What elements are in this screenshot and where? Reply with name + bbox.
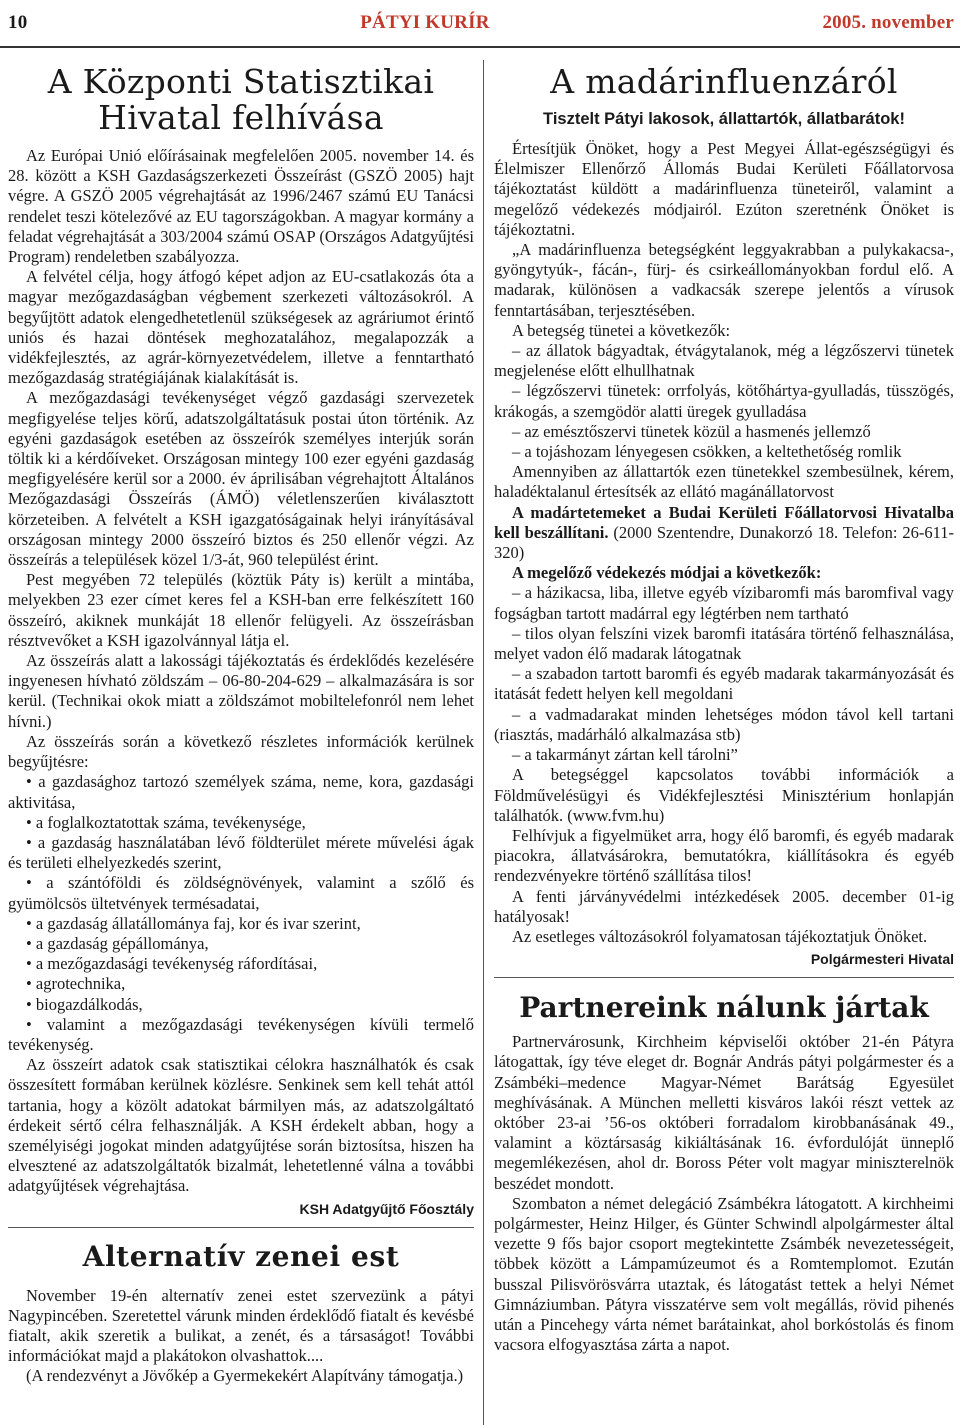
symptom-item: – az állatok bágyadtak, étvágytalanok, még a légzőszervi tünetek megjelenése előtt elhullhatnak (494, 341, 954, 381)
symptom-item: – a tojáshozam lényegesen csökken, a keltethetőség romlik (512, 442, 902, 462)
bird-flu-closing-paragraph: Az esetleges változásokról folyamatosan tájékoztatjuk Önöket. (512, 926, 928, 946)
ksh-bullet-item: • biogazdálkodás, (8, 995, 474, 1015)
ksh-closing-paragraph: Az összeírt adatok csak statisztikai célokra használhatók és csak összesített formában kerülnek közlésre. Senkinek sem kell tehát attól tartania, hogy a közölt adatokat bármilyen más, az adatszolgáltató érdekeit sértő célra felhasználják. A KSH érdekelt abban, hogy a személyiségi jogokat minden adatgyűjtése során biztosítsa, hiszen ha elvesztené az adatszolgáltatók bizalmát, lehetetlenné válna a további adatgyűjtések végrehajtása. (8, 1055, 474, 1196)
page-number: 10 (8, 12, 28, 33)
article-separator (494, 977, 954, 978)
concert-paragraph: (A rendezvényt a Jövőkép a Gyermekekért Alapítvány támogatja.) (26, 1366, 464, 1386)
bird-flu-paragraph: A betegség tünetei a következők: (512, 320, 731, 340)
bird-flu-salutation: Tisztelt Pátyi lakosok, állattartók, állatbarátok! (543, 110, 905, 128)
partners-paragraph: Partnervárosunk, Kirchheim képviselői október 21-én Pátyra látogattak, így téve eleget dr. Bognár András pátyi polgármester és a Zsámbéki–medence Magyar-Német Barátság Egyesület meghívásának. A München melletti kisváros lakói részt vettek az október 23-ai ’56-os októberi forradalom kirobbanásának 49., valamint a köztársaság kikiáltásának 16. évfordulóját ünneplő megemlékezésen, ahol dr. Boross Péter volt magyar miniszterelnök beszédet mondott. (494, 1032, 954, 1193)
ksh-bullet-item: • a gazdasághoz tartozó személyek száma, neme, kora, gazdasági aktivitása, (8, 772, 474, 812)
carcass-transport-paragraph (494, 503, 954, 564)
prevention-heading-text: A megelőző védekezés módjai a következők: (512, 563, 822, 583)
ksh-paragraph: Az összeírás során a következő részletes információk kerülnek begyűjtésre: (8, 731, 474, 772)
page-header (8, 0, 954, 46)
ksh-paragraph: Pest megyében 72 település (köztük Páty is) került a mintába, melyekben 23 ezer címet keres fel a KSH-ban erre felkészített 160 összeíró, akiknek munkáját 18 ellenőr felügyeli. Az összeírásban résztvevőket a KSH igazolvánnyal látja el. (8, 570, 474, 650)
bird-flu-paragraph: „A madárinfluenza betegségként leggyakrabban a pulykakacsa-, gyöngytyúk-, fácán-, fürj- és csirkeállományokban fordul elő. A madarak, különösen a vadkacsák szerepe jelentős a vírusok fenntartásában, terjesztésében. (494, 240, 954, 320)
bird-flu-closing-paragraph: A betegséggel kapcsolatos további információk a Földművelésügyi és Vidékfejlesztési Minisztérium honlapján találhatók. (www.fvm.hu) (494, 765, 954, 825)
left-column (8, 58, 474, 1387)
ksh-paragraph: Az összeírás alatt a lakossági tájékoztatás és érdeklődés kezelésére ingyenesen hívható zöldszám – 06-80-204-629 – alkalmazására is sor kerül. (Technikai okok miatt a zöldszámot mobiltelefonról nem lehet hívni.) (8, 651, 474, 731)
carcass-transport-bold: A madártetemeket a Budai Kerületi Főállatorvosi Hivatalba kell beszállítani. (494, 502, 954, 542)
right-column (494, 58, 954, 1355)
publication-name: PÁTYI KURÍR (360, 12, 490, 33)
ksh-bullet-item: • a gazdaság állatállománya faj, kor és ivar szerint, (8, 914, 474, 934)
ksh-bullet-item: • a mezőgazdasági tevékenység ráfordításai, (8, 954, 474, 974)
ksh-article-title: A Központi Statisztikai Hivatal felhívása (47, 62, 435, 137)
prevention-heading (494, 563, 954, 583)
partners-article-title: Partnereink nálunk jártak (519, 991, 929, 1025)
prevention-item: – a takarmányt zártan kell tárolni” (512, 745, 738, 765)
header-rule (0, 46, 960, 48)
ksh-paragraph: Az Európai Unió előírásainak megfelelően 2005. november 14. és 28. között a KSH Gazdaságszerkezeti Összeírást (GSZÖ 2005) hajt végre. A GSZÖ 2005 végrehajtását az 1996/2467 számú EU Tanácsi rendelet teszi kötelezővé az EU tagországokban. A magyar kormány a feladat végrehajtását a 303/2004 számú OSAP (Országos Adatgyűjtési Program) rendeletben szabályozza. (8, 146, 474, 267)
article-separator (8, 1227, 474, 1228)
bird-flu-closing-paragraph: Felhívjuk a figyelmüket arra, hogy élő baromfi, és egyéb madarak piacokra, állatvásárokra, bemutatókra, kiállításokra és egyéb rendezvényekre történő szállítása tilos! (494, 825, 954, 886)
symptom-item: – légzőszervi tünetek: orrfolyás, kötőhártya-gyulladás, tüsszögés, krákogás, a szemgödör alatti üregek gyulladása (494, 381, 954, 421)
bird-flu-closing-paragraph: A fenti járványvédelmi intézkedések 2005. december 01-ig hatályosak! (494, 886, 954, 926)
concert-paragraph: November 19-én alternatív zenei estet szervezünk a pátyi Nagypincében. Szeretettel várunk minden érdeklődő fiatalt és kevésbé fiatalt, akik szeretik a bulikat, a zenét, és a társaságot! További információkat majd a plakátokon olvashattok.... (8, 1285, 474, 1366)
carcass-transport-address: (2000 Szentendre, Dunakorzó 18. Telefon: 26-611-320) (494, 522, 954, 563)
symptom-item: – az emésztőszervi tünetek közül a hasmenés jellemző (512, 421, 871, 441)
ksh-bullet-item: • a gazdaság használatában lévő földterület mérete művelési ágak és területi elhelyezkedés szerint, (8, 833, 474, 873)
bird-flu-signature: Polgármesteri Hivatal (810, 951, 954, 968)
ksh-bullet-item: • agrotechnika, (8, 974, 474, 994)
prevention-item: – a vadmadarakat minden lehetséges módon távol kell tartani (riasztás, madárháló alkalmazása stb) (494, 704, 954, 744)
ksh-bullet-item: • valamint a mezőgazdasági tevékenységen kívüli termelő tevékenység. (8, 1015, 474, 1055)
prevention-item: – tilos olyan felszíni vizek baromfi itatására történő felhasználása, melyet vadon élő madarak látogatnak (494, 623, 954, 664)
ksh-bullet-item: • a gazdaság gépállománya, (8, 934, 474, 954)
ksh-bullet-item: • a foglalkoztatottak száma, tevékenysége, (8, 813, 474, 833)
bird-flu-notice: Amennyiben az állattartók ezen tünetekkel szembesülnek, kérem, haladéktalanul értesítsék az ellátó magánállatorvost (494, 462, 954, 502)
prevention-item: – a szabadon tartott baromfi és egyéb madarak takarmányozását és itatását fedett helyen kell megoldani (494, 664, 954, 704)
bird-flu-paragraph: Értesítjük Önöket, hogy a Pest Megyei Állat-egészségügyi és Élelmiszer Ellenőrző Állomás Budai Kerületi Főállatorvosa tájékoztatást küldött a madárinfluenza tüneteiről, valamint a megelőző védekezés módjairól. Ezúton szeretnénk Önöket is tájékoztatni. (494, 139, 954, 239)
ksh-signature: KSH Adatgyűjtő Főosztály (299, 1200, 474, 1217)
ksh-paragraph: A mezőgazdasági tevékenységet végző gazdasági szervezetek megfigyelése teljes körű, adatszolgáltatásuk postai úton történik. Az egyéni gazdaságok esetében az összeírók személyes interjúk során töltik ki a kérdőíveket. Országosan mintegy 100 ezer egyéni gazdaság megfigyelésére kerül sor a 2000. év áprilisában végrehajtott Általános Mezőgazdasági Összeírás (ÁMÖ) véletlenszerűen kiválasztott körzeteiben. A felvételt a KSH igazgatóságainak helyi irányításával országosan mintegy 2000 összeíró biztos és 250 ellenőr végzi. Az összeírás a települések közel 1/3-át, 960 települést érint. (8, 388, 474, 570)
bird-flu-article-title: A madárinfluenzáról (550, 62, 898, 101)
concert-article-title: Alternatív zenei est (82, 1239, 400, 1273)
prevention-item: – a házikacsa, liba, illetve egyéb vízibaromfi más baromfival vagy fogságban tartott madárral egy légtérben nem tartható (494, 583, 954, 623)
issue-date: 2005. november (822, 12, 954, 33)
column-divider (483, 60, 484, 1425)
ksh-bullet-item: • a szántóföldi és zöldségnövények, valamint a szőlő és gyümölcsös ültetvények termésadatai, (8, 873, 474, 913)
partners-paragraph: Szombaton a német delegáció Zsámbékra látogatott. A kirchheimi polgármester, Heinz Hilger, és Günter Schwindl alpolgármester által vezette 9 fős bajor csoport megtekintette Zsámbék nevezetességeit, többek között a Lámpamúzeumot és a Romtemplomot. Ezután busszal Pilisvörösvárra utaztak, és látogatást tettek a helyi Német Gimnáziumban. Pátyra visszatérve sem volt megállás, rövid pihenés után a Pincehegy várta német barátainkat, ahol borkóstolás és finom vacsora elfogyasztása zárta a napot. (494, 1193, 954, 1355)
ksh-paragraph: A felvétel célja, hogy átfogó képet adjon az EU-csatlakozás óta a magyar mezőgazdaságban végbement szerkezeti változásokról. A begyűjtött adatok elengedhetetlenül szükségesek az agráriumot érintő uniós és hazai döntések meghozatalához, megalapozzák a vidékfejlesztés, az agrár-környezetvédelem, illetve a fenntartható mezőgazdaság stratégiájának kialakítását is. (8, 267, 474, 388)
